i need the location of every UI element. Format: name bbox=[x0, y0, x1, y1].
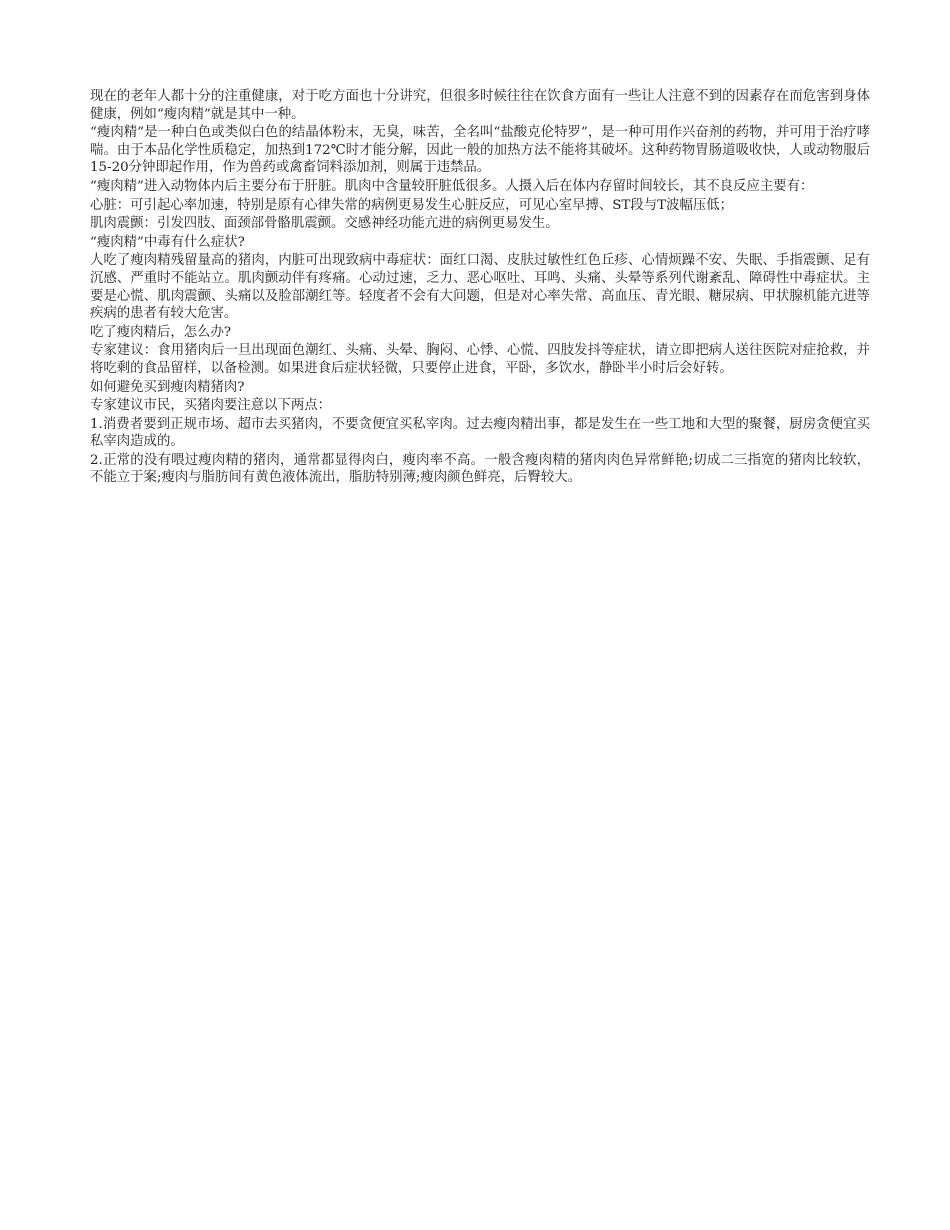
paragraph-symptoms: 人吃了瘦肉精残留量高的猪肉，内脏可出现致病中毒症状：面红口渴、皮肤过敏性红色丘疹、心情烦躁不安、失眠、手指震颤、足有沉感、严重时不能站立。肌肉颤动伴有疼痛。心动过速，乏力、恶心呕吐、耳鸣、头痛、头晕等系列代谢紊乱、障碍性中毒症状。主要是心慌、肌肉震颤、头痛以及脸部潮红等。轻度者不会有大问题，但是对心率失常、高血压、青光眼、糖尿病、甲状腺机能亢进等疾病的患者有较大危害。 bbox=[90, 253, 870, 322]
paragraph-intro: 现在的老年人都十分的注重健康，对于吃方面也十分讲究，但很多时候往往在饮食方面有一些让人注意不到的因素存在而危害到身体健康，例如“瘦肉精”就是其中一种。 bbox=[90, 89, 870, 122]
document-body bbox=[90, 88, 870, 488]
list-item-tip-1: 1.消费者要到正规市场、超市去买猪肉，不要贪便宜买私宰肉。过去瘦肉精出事，都是发生在一些工地和大型的聚餐，厨房贪便宜买私宰肉造成的。 bbox=[90, 416, 870, 450]
heading-avoid: 如何避免买到瘦肉精猪肉? bbox=[90, 379, 245, 395]
list-item-tip-2: 2.正常的没有喂过瘦肉精的猪肉，通常都显得肉白，瘦肉率不高。一般含瘦肉精的猪肉肉色异常鲜艳;切成二三指宽的猪肉比较软，不能立于案;瘦肉与脂肪间有黄色液体流出，脂肪特别薄;瘦肉颜色鲜亮，后臀较大。 bbox=[90, 452, 870, 486]
heading-what-to-do: 吃了瘦肉精后，怎么办? bbox=[90, 324, 232, 340]
heading-symptoms: “瘦肉精”中毒有什么症状? bbox=[90, 234, 245, 250]
paragraph-definition: “瘦肉精”是一种白色或类似白色的结晶体粉末，无臭，味苦，全名叫“盐酸克伦特罗”，是一种可用作兴奋剂的药物，并可用于治疗哮喘。由于本品化学性质稳定，加热到172℃时才能分解，因此一般的加热方法不能将其破坏。这种药物胃肠道吸收快，人或动物服后15-20分钟即起作用，作为兽药或禽畜饲料添加剂，则属于违禁品。 bbox=[90, 125, 870, 176]
paragraph-distribution: “瘦肉精”进入动物体内后主要分布于肝脏。肌肉中含量较肝脏低很多。人摄入后在体内存留时间较长，其不良反应主要有： bbox=[90, 178, 814, 194]
paragraph-heart: 心脏：可引起心率加速，特别是原有心律失常的病例更易发生心脏反应，可见心室早搏、ST段与T波幅压低； bbox=[90, 197, 734, 213]
paragraph-tips-intro: 专家建议市民，买猪肉要注意以下两点： bbox=[90, 398, 332, 414]
paragraph-muscle: 肌肉震颤：引发四肢、面颈部骨骼肌震颤。交感神经功能亢进的病例更易发生。 bbox=[90, 216, 559, 232]
paragraph-expert-advice: 专家建议：食用猪肉后一旦出现面色潮红、头痛、头晕、胸闷、心悸、心慌、四肢发抖等症状，请立即把病人送往医院对症抢救，并将吃剩的食品留样，以备检测。如果进食后症状轻微，只要停止进食，平卧，多饮水，静卧半小时后会好转。 bbox=[90, 343, 870, 376]
